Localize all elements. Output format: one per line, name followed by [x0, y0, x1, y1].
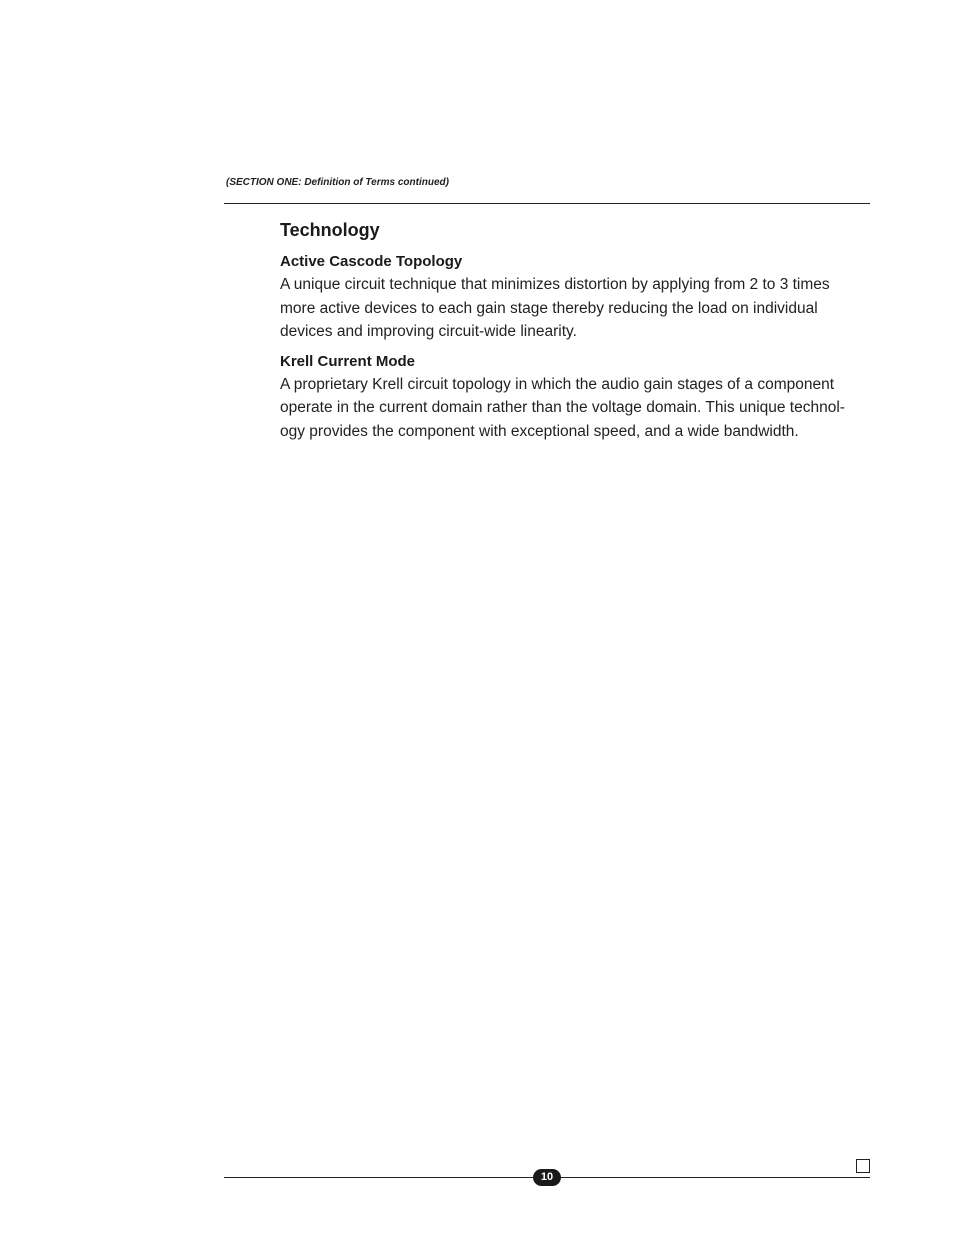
page-number: 10 — [533, 1169, 561, 1186]
section-title: Technology — [280, 220, 380, 240]
term-definition: A unique circuit technique that minimizes distortion by applying from 2 to 3 times more active devices to each gain stage thereby reducing the load on individual devices and improving circuit-wide linearity. — [280, 276, 830, 340]
running-header: (SECTION ONE: Definition of Terms continued) — [226, 177, 449, 188]
term-definition: A proprietary Krell circuit topology in which the audio gain stages of a component operate in the current domain rather than the voltage domain. This unique technol-ogy provides the component with exceptional speed, and a wide bandwidth. — [280, 375, 845, 440]
term-title: Active Cascode Topology — [280, 253, 463, 270]
term-title: Krell Current Mode — [280, 352, 416, 370]
main-content — [280, 218, 868, 450]
term-krell-current-mode — [280, 351, 868, 444]
term-active-cascode-topology — [280, 251, 868, 344]
corner-square-icon — [856, 1159, 870, 1173]
header-rule — [224, 203, 870, 204]
